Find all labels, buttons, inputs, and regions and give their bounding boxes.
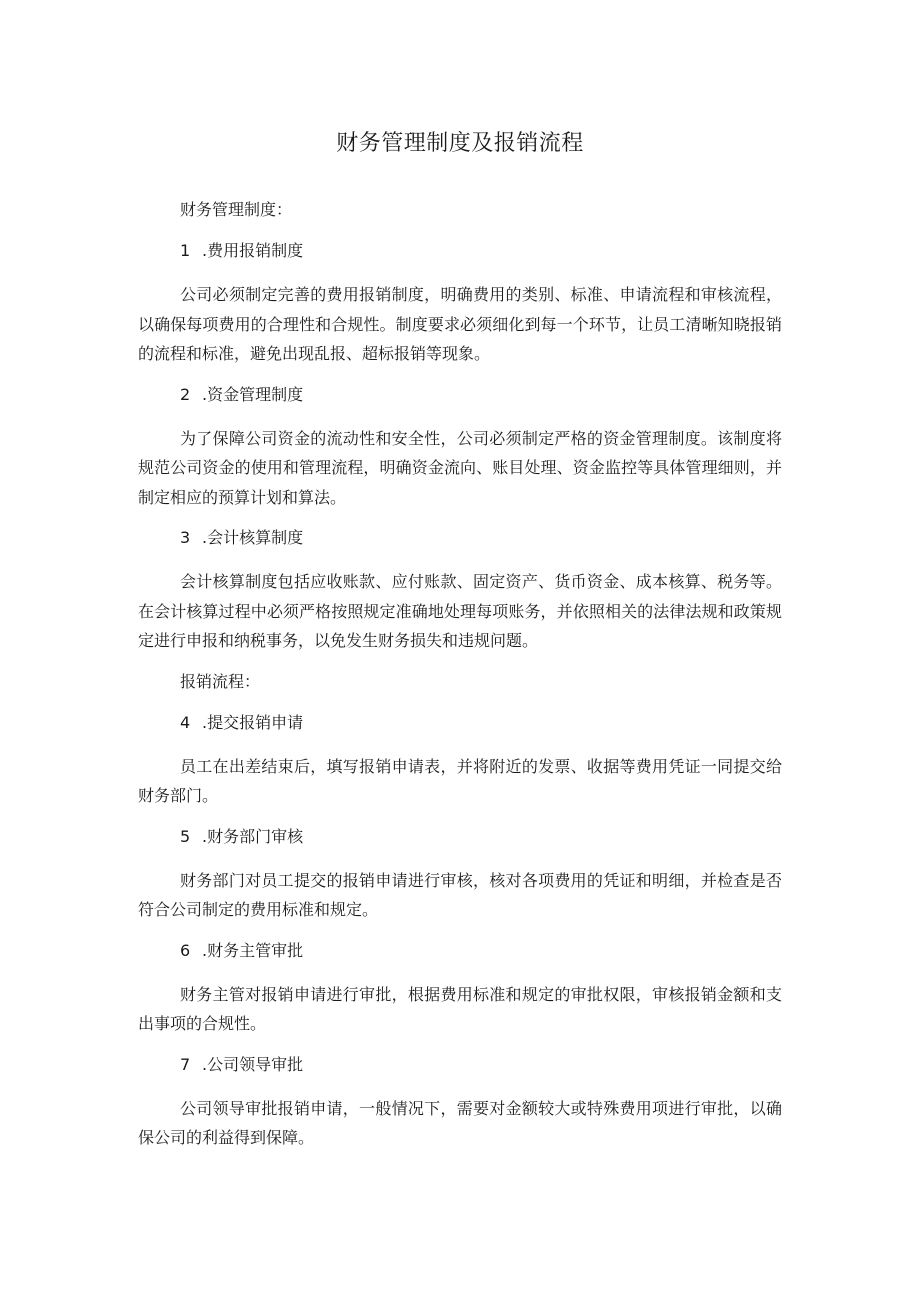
item-heading <box>138 239 782 263</box>
item-number: 6 <box>180 940 191 960</box>
item-heading-text: .资金管理制度 <box>202 384 304 404</box>
section-label: 报销流程： <box>180 671 261 691</box>
list-item <box>138 711 782 811</box>
list-item <box>138 239 782 369</box>
item-number: 3 <box>180 528 191 547</box>
section-label: 财务管理制度： <box>180 200 293 219</box>
list-item <box>138 939 782 1039</box>
item-body: 公司领导审批报销申请，一般情况下，需要对金额较大或特殊费用项进行审批，以确保公司的利益得到保障。 <box>138 1098 782 1147</box>
item-heading-text: .公司领导审批 <box>202 1054 304 1074</box>
item-heading <box>138 939 782 963</box>
item-heading-text: .提交报销申请 <box>202 712 304 732</box>
item-body: 会计核算制度包括应收账款、应付账款、固定资产、货币资金、成本核算、税务等。在会计核算过程中必须严格按照规定准确地处理每项账务，并依照相关的法律法规和政策规定进行申报和纳税事务，以免发生财务损失和违规问题。 <box>138 572 782 650</box>
item-body: 公司必须制定完善的费用报销制度，明确费用的类别、标准、申请流程和审核流程，以确保每项费用的合理性和合规性。制度要求必须细化到每一个环节，让员工清晰知晓报销的流程和标准，避免出现乱报、超标报销等现象。 <box>138 285 782 363</box>
section-finance-rules <box>138 198 782 656</box>
document-title: 财务管理制度及报销流程 <box>336 131 584 156</box>
item-number: 4 <box>180 712 191 732</box>
item-body: 员工在出差结束后，填写报销申请表，并将附近的发票、收据等费用凭证一同提交给财务部门。 <box>138 756 782 805</box>
item-body: 财务主管对报销申请进行审批，根据费用标准和规定的审批权限，审核报销金额和支出事项的合规性。 <box>138 984 782 1033</box>
item-heading <box>138 711 782 735</box>
item-heading <box>138 825 782 849</box>
list-item <box>138 526 782 656</box>
item-heading-text: .财务部门审核 <box>202 826 304 846</box>
list-item <box>138 1053 782 1153</box>
item-body: 财务部门对员工提交的报销申请进行审核，核对各项费用的凭证和明细，并检查是否符合公司制定的费用标准和规定。 <box>138 870 782 919</box>
item-heading-text: .会计核算制度 <box>202 528 304 547</box>
item-heading-text: .财务主管审批 <box>202 940 304 960</box>
item-heading <box>138 526 782 550</box>
section-reimbursement-process <box>138 670 782 1153</box>
list-item <box>138 383 782 513</box>
item-number: 5 <box>180 826 191 846</box>
list-item <box>138 825 782 925</box>
item-heading-text: .费用报销制度 <box>202 241 304 260</box>
item-number: 1 <box>180 241 191 260</box>
item-heading <box>138 383 782 407</box>
item-number: 2 <box>180 384 191 404</box>
item-number: 7 <box>180 1054 191 1074</box>
item-heading <box>138 1053 782 1077</box>
item-body: 为了保障公司资金的流动性和安全性，公司必须制定严格的资金管理制度。该制度将规范公司资金的使用和管理流程，明确资金流向、账目处理、资金监控等具体管理细则，并制定相应的预算计划和算法。 <box>138 428 782 507</box>
